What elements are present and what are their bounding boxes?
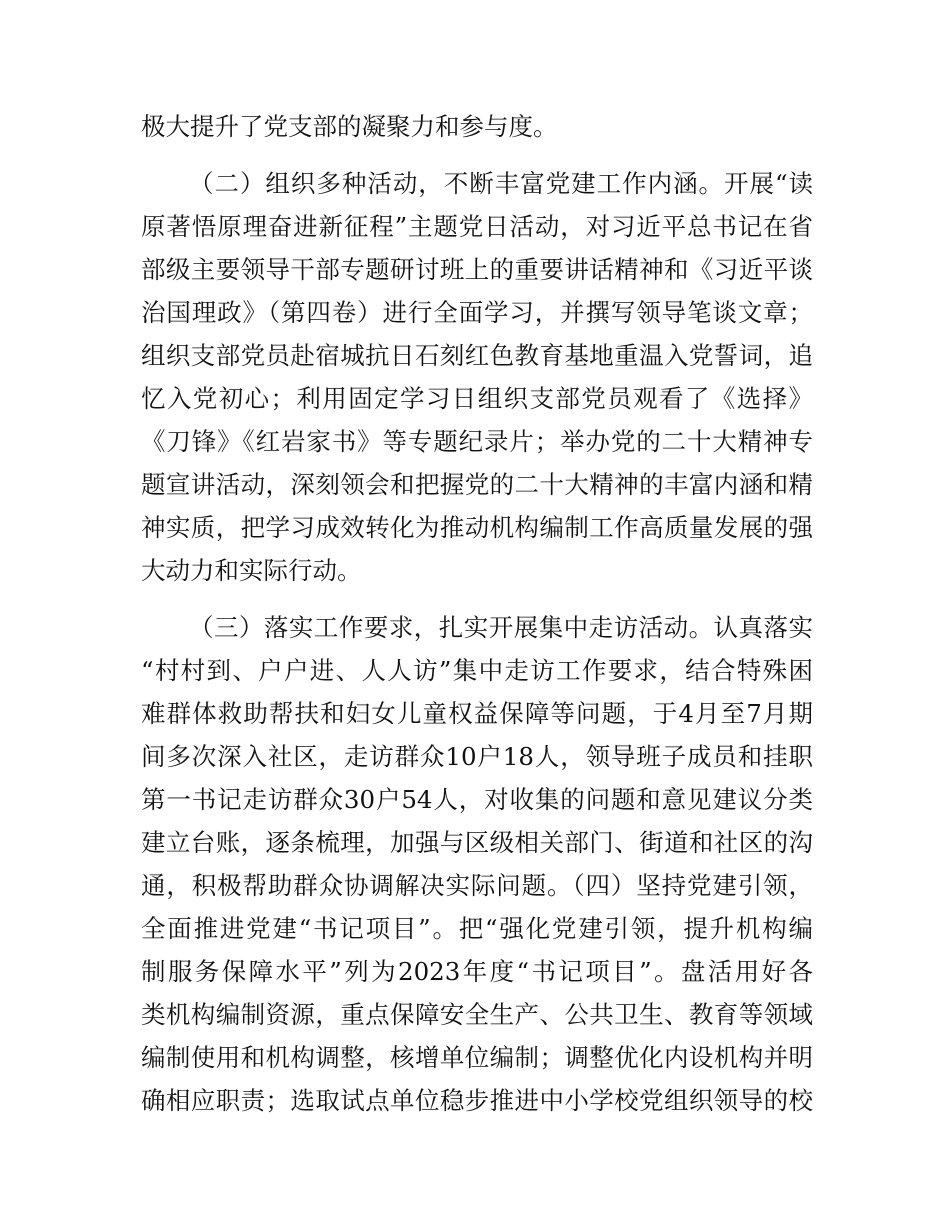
text-line: 组织支部党员赴宿城抗日石刻红色教育基地重温入党誓词，追 <box>141 341 813 370</box>
text-line: （二）组织多种活动，不断丰富党建工作内涵。开展“读 <box>189 169 813 198</box>
text-line: 原著悟原理奋进新征程”主题党日活动，对习近平总书记在省 <box>141 212 813 241</box>
text-line: 通，积极帮助群众协调解决实际问题。（四）坚持党建引领， <box>141 871 813 900</box>
text-line: （三）落实工作要求，扎实开展集中走访活动。认真落实 <box>189 613 813 642</box>
paragraph-2 <box>141 162 813 592</box>
paragraph-3 <box>141 606 813 1122</box>
text-line: 治国理政》（第四卷）进行全面学习，并撰写领导笔谈文章； <box>141 298 813 327</box>
text-line: 难群体救助帮扶和妇女儿童权益保障等问题，于4月至7月期 <box>141 699 813 728</box>
text-line: 建立台账，逐条梳理，加强与区级相关部门、街道和社区的沟 <box>141 828 813 857</box>
text-line: 《刀锋》《红岩家书》等专题纪录片；举办党的二十大精神专 <box>141 427 813 456</box>
text-line: 题宣讲活动，深刻领会和把握党的二十大精神的丰富内涵和精 <box>141 470 813 499</box>
text-line: 类机构编制资源，重点保障安全生产、公共卫生、教育等领域 <box>141 1000 813 1029</box>
paragraph-1 <box>141 105 813 148</box>
text-line: 确相应职责；选取试点单位稳步推进中小学校党组织领导的校 <box>141 1086 813 1115</box>
text-line: 制服务保障水平”列为2023年度“书记项目”。盘活用好各 <box>141 957 813 986</box>
text-line: 间多次深入社区，走访群众10户18人，领导班子成员和挂职 <box>141 742 813 771</box>
text-line: 神实质，把学习成效转化为推动机构编制工作高质量发展的强 <box>141 513 813 542</box>
text-line: 大动力和实际行动。 <box>141 556 362 585</box>
text-line: 第一书记走访群众30户54人，对收集的问题和意见建议分类 <box>141 785 813 814</box>
text-line: 极大提升了党支部的凝聚力和参与度。 <box>141 112 558 141</box>
text-line: 忆入党初心；利用固定学习日组织支部党员观看了《选择》 <box>141 384 813 413</box>
text-line: 编制使用和机构调整，核增单位编制；调整优化内设机构并明 <box>141 1043 813 1072</box>
text-line: 全面推进党建“书记项目”。把“强化党建引领，提升机构编 <box>141 914 813 943</box>
text-line: 部级主要领导干部专题研讨班上的重要讲话精神和《习近平谈 <box>141 255 813 284</box>
text-line: “村村到、户户进、人人访”集中走访工作要求，结合特殊困 <box>141 656 813 685</box>
